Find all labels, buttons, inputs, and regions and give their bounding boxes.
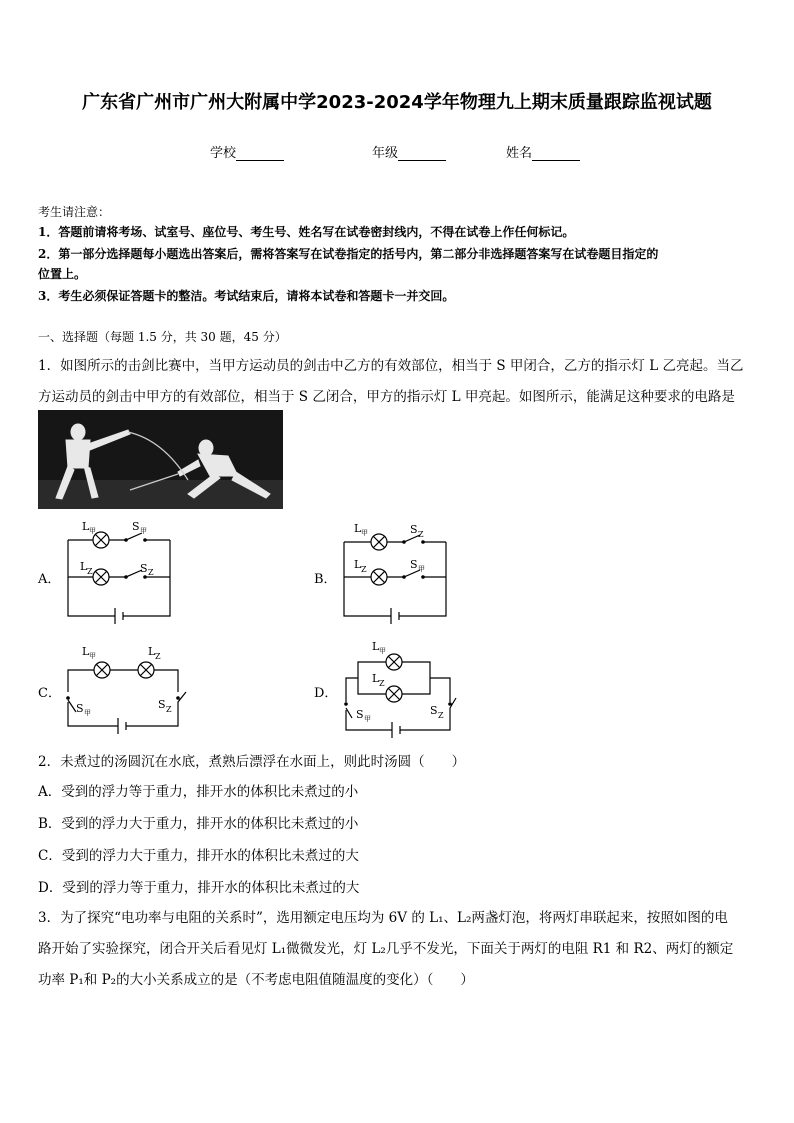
svg-text:S: S [410, 523, 418, 536]
notice-item: 位置上。 [38, 267, 87, 281]
question-1-line: 方运动员的剑击中甲方的有效部位，相当于 S 乙闭合，甲方的指示灯 L 甲亮起。如图所示，能满足这种要求的电路是 [38, 389, 735, 405]
svg-text:Z: Z [438, 711, 444, 720]
section-heading: 一、选择题（每题 1.5 分，共 30 题，45 分） [38, 330, 287, 344]
school-field[interactable] [210, 142, 284, 161]
svg-text:S: S [356, 708, 364, 721]
svg-text:S: S [430, 704, 438, 717]
svg-text:L: L [148, 645, 156, 658]
svg-text:S: S [76, 702, 84, 715]
question-3-line: 路开始了实验探究，闭合开关后看见灯 L₁微微发光，灯 L₂几乎不发光，下面关于两灯的电阻 R1 和 R2、两灯的额定 [38, 941, 734, 957]
grade-label: 年级 [372, 146, 399, 161]
svg-text:甲: 甲 [84, 709, 91, 717]
grade-field[interactable] [372, 142, 446, 161]
school-label: 学校 [210, 146, 237, 161]
svg-text:Z: Z [148, 568, 154, 577]
circuit-b-diagram [338, 520, 453, 630]
svg-text:Z: Z [166, 705, 172, 714]
svg-text:L: L [372, 672, 380, 685]
svg-text:Z: Z [379, 679, 385, 688]
svg-text:甲: 甲 [364, 715, 371, 723]
svg-text:甲: 甲 [418, 565, 425, 573]
svg-text:S: S [140, 562, 148, 575]
svg-text:L: L [354, 522, 362, 535]
option-a-label: A． [38, 572, 61, 587]
svg-text:甲: 甲 [89, 527, 96, 535]
name-field[interactable] [506, 142, 580, 161]
option-c-label: C． [38, 686, 61, 701]
circuit-c-diagram [62, 640, 187, 740]
option-d-label: D． [314, 686, 338, 701]
circuit-a-diagram [62, 520, 177, 630]
fencing-photo [38, 410, 283, 509]
svg-text:L: L [82, 520, 90, 533]
question-3-line: 功率 P₁和 P₂的大小关系成立的是（不考虑电阻值随温度的变化）（ ） [38, 972, 474, 988]
svg-text:L: L [354, 558, 362, 571]
question-2-option-a: A．受到的浮力等于重力，排开水的体积比未煮过的小 [38, 784, 359, 800]
svg-text:甲: 甲 [89, 652, 96, 660]
question-1-line: 1．如图所示的击剑比赛中，当甲方运动员的剑击中乙方的有效部位，相当于 S 甲闭合，乙方的指示灯 L 乙亮起。当乙 [38, 358, 744, 374]
notice-item: 1．答题前请将考场、试室号、座位号、考生号、姓名写在试卷密封线内，不得在试卷上作任何标记。 [38, 225, 575, 239]
svg-text:S: S [410, 558, 418, 571]
question-2-option-c: C．受到的浮力大于重力，排开水的体积比未煮过的大 [38, 848, 359, 864]
svg-text:L: L [80, 560, 88, 573]
svg-text:Z: Z [361, 565, 367, 574]
circuit-d-diagram [338, 636, 463, 746]
notice-item: 2．第一部分选择题每小题选出答案后，需将答案写在试卷指定的括号内，第二部分非选择题答案写在试卷题目指定的 [38, 247, 659, 261]
page-title: 广东省广州市广州大附属中学2023-2024学年物理九上期末质量跟踪监视试题 [82, 92, 712, 113]
question-3-line: 3．为了探究“电功率与电阻的关系时”，选用额定电压均为 6V 的 L₁、L₂两盏灯泡，将两灯串联起来，按照如图的电 [38, 910, 728, 926]
name-label: 姓名 [506, 146, 533, 161]
question-2-stem: 2．未煮过的汤圆沉在水底，煮熟后漂浮在水面上，则此时汤圆（ ） [38, 754, 466, 770]
svg-text:甲: 甲 [361, 529, 368, 537]
svg-text:甲: 甲 [140, 527, 147, 535]
notice-heading: 考生请注意： [38, 205, 111, 219]
svg-text:Z: Z [87, 567, 93, 576]
svg-text:Z: Z [155, 652, 161, 661]
question-2-option-b: B．受到的浮力大于重力，排开水的体积比未煮过的小 [38, 816, 359, 832]
svg-text:S: S [158, 698, 166, 711]
svg-text:S: S [132, 520, 140, 533]
svg-text:L: L [372, 640, 380, 653]
svg-text:甲: 甲 [379, 647, 386, 655]
question-2-option-d: D．受到的浮力等于重力，排开水的体积比未煮过的大 [38, 880, 360, 896]
notice-item: 3．考生必须保证答题卡的整洁。考试结束后，请将本试卷和答题卡一并交回。 [38, 289, 455, 303]
svg-text:Z: Z [418, 530, 424, 539]
option-b-label: B． [314, 572, 337, 587]
svg-text:L: L [82, 645, 90, 658]
